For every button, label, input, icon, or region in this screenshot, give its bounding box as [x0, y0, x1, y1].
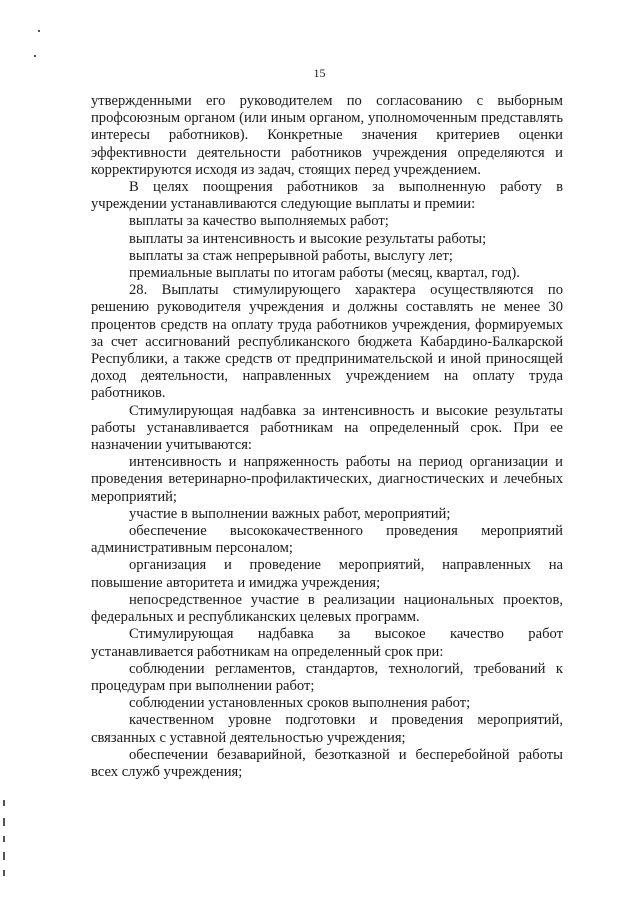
- scan-artifact-mark: [3, 818, 5, 826]
- list-item-uninterrupted-work: обеспечении безаварийной, безотказной и бесперебойной работы всех служб учреждения;: [91, 746, 563, 780]
- paragraph-criteria-continuation: утвержденными его руководителем по согласованию с выборным профсоюзным органом (или иным органом, уполномоченным представлять интересы работников). Конкретные значения критериев оценки эффективности деятельности работников учреждения определяются и корректируются исходя из задач, стоящих перед учреждением.: [91, 93, 563, 178]
- list-item-regulations: соблюдении регламентов, стандартов, технологий, требований к процедурам при выполнении работ;: [91, 660, 563, 694]
- paragraph-28: 28. Выплаты стимулирующего характера осуществляются по решению руководителя учреждения и должны составлять не менее 30 процентов средств на оплату труда работников учреждения, формируемых за счет ассигнований республиканского бюджета Кабардино-Балкарской Республики, а также средств от предпринимательской и иной приносящей доход деятельности, направленных учреждением на оплату труда работников.: [91, 282, 563, 402]
- scan-artifact-dot: [38, 30, 40, 32]
- list-item-intensity-payments: выплаты за интенсивность и высокие результаты работы;: [129, 230, 487, 247]
- scan-artifact-mark: [3, 800, 5, 806]
- list-item-quality-payments: выплаты за качество выполняемых работ;: [129, 213, 389, 230]
- scan-artifact-mark: [3, 836, 5, 842]
- document-body: [91, 93, 563, 781]
- paragraph-quality-allowance: Стимулирующая надбавка за высокое качество работ устанавливается работникам на определенный срок при:: [91, 626, 563, 660]
- list-item-important-works: участие в выполнении важных работ, мероприятий;: [129, 505, 451, 522]
- list-item-seniority-payments: выплаты за стаж непрерывной работы, выслугу лет;: [129, 247, 453, 264]
- list-item-intensity-work: интенсивность и напряженность работы на период организации и проведения ветеринарно-профилактических, диагностических и лечебных мероприятий;: [91, 454, 563, 505]
- list-item-event-quality: качественном уровне подготовки и проведения мероприятий, связанных с уставной деятельностью учреждения;: [91, 712, 563, 746]
- scan-artifact-mark: [3, 852, 5, 860]
- list-item-bonus-payments: премиальные выплаты по итогам работы (месяц, квартал, год).: [129, 265, 520, 282]
- paragraph-incentive-intro: В целях поощрения работников за выполненную работу в учреждении устанавливаются следующие выплаты и премии:: [91, 179, 563, 213]
- list-item-national-projects: непосредственное участие в реализации национальных проектов, федеральных и республиканских целевых программ.: [91, 591, 563, 626]
- page-number: 15: [313, 66, 326, 80]
- scan-artifact-mark: [3, 870, 5, 876]
- paragraph-intensity-allowance: Стимулирующая надбавка за интенсивность и высокие результаты работы устанавливается работникам на определенный срок. При ее назначении учитываются:: [91, 402, 563, 454]
- list-item-deadlines: соблюдении установленных сроков выполнения работ;: [129, 695, 471, 712]
- list-item-admin-staff: обеспечение высококачественного проведения мероприятий административным персоналом;: [91, 523, 563, 557]
- list-item-authority-events: организация и проведение мероприятий, направленных на повышение авторитета и имиджа учреждения;: [91, 557, 563, 591]
- scan-artifact-dot: [34, 55, 36, 57]
